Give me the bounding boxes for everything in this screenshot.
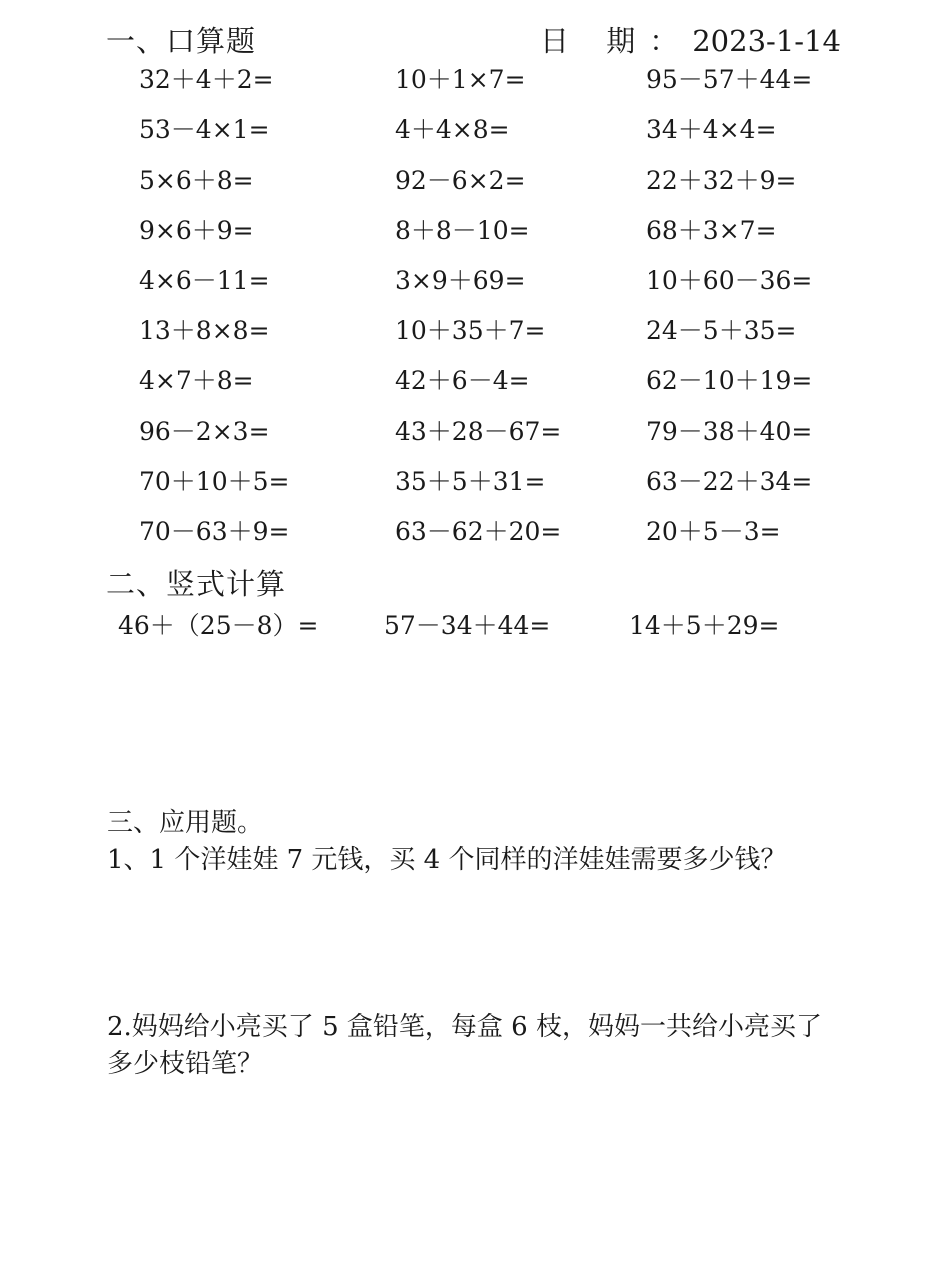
oral-problem: 4×7＋8= bbox=[139, 366, 254, 395]
oral-problem: 63－22＋34= bbox=[646, 467, 813, 496]
section3-title: 三、应用题。 bbox=[107, 808, 264, 838]
oral-problem: 32＋4＋2= bbox=[139, 65, 274, 94]
oral-problem: 35＋5＋31= bbox=[395, 467, 546, 496]
vertical-calc-problem: 14＋5＋29= bbox=[629, 611, 780, 640]
oral-problem: 95－57＋44= bbox=[646, 65, 813, 94]
oral-problem: 10＋1×7= bbox=[395, 65, 526, 94]
oral-problem: 62－10＋19= bbox=[646, 366, 813, 395]
vertical-calc-problem: 57－34＋44= bbox=[384, 611, 551, 640]
oral-problem: 10＋60－36= bbox=[646, 266, 813, 295]
oral-problem: 8＋8－10= bbox=[395, 216, 530, 245]
section1-title: 一、口算题 bbox=[106, 24, 257, 58]
oral-problem: 42＋6－4= bbox=[395, 366, 530, 395]
oral-problem: 79－38＋40= bbox=[646, 417, 813, 446]
date-value: 2023-1-14 bbox=[692, 24, 841, 58]
oral-problem: 9×6＋9= bbox=[139, 216, 254, 245]
vertical-calc-problem: 46＋（25－8）= bbox=[118, 611, 319, 640]
oral-problem: 20＋5－3= bbox=[646, 517, 781, 546]
word-problem-1: 1、1 个洋娃娃 7 元钱，买 4 个同样的洋娃娃需要多少钱？ bbox=[107, 845, 787, 875]
section2-title: 二、竖式计算 bbox=[106, 567, 287, 601]
oral-problem: 4＋4×8= bbox=[395, 115, 510, 144]
oral-problem: 63－62＋20= bbox=[395, 517, 562, 546]
oral-problem: 92－6×2= bbox=[395, 166, 526, 195]
date-field bbox=[540, 23, 841, 59]
oral-problem: 70＋10＋5= bbox=[139, 467, 290, 496]
oral-problem: 70－63＋9= bbox=[139, 517, 290, 546]
oral-problem: 68＋3×7= bbox=[646, 216, 777, 245]
oral-problem: 10＋35＋7= bbox=[395, 316, 546, 345]
oral-problem: 96－2×3= bbox=[139, 417, 270, 446]
oral-problem: 3×9＋69= bbox=[395, 266, 526, 295]
oral-problem: 43＋28－67= bbox=[395, 417, 562, 446]
oral-problem: 5×6＋8= bbox=[139, 166, 254, 195]
oral-problem: 24－5＋35= bbox=[646, 316, 797, 345]
word-problem-2-line1: 2.妈妈给小亮买了 5 盒铅笔，每盒 6 枝，妈妈一共给小亮买了 bbox=[107, 1012, 822, 1042]
oral-problem: 13＋8×8= bbox=[139, 316, 270, 345]
oral-problem: 53－4×1= bbox=[139, 115, 270, 144]
oral-problem: 4×6－11= bbox=[139, 266, 270, 295]
date-label: 日 期： bbox=[540, 24, 693, 58]
word-problem-2-line2: 多少枝铅笔？ bbox=[107, 1049, 264, 1079]
oral-problem: 34＋4×4= bbox=[646, 115, 777, 144]
oral-problem: 22＋32＋9= bbox=[646, 166, 797, 195]
